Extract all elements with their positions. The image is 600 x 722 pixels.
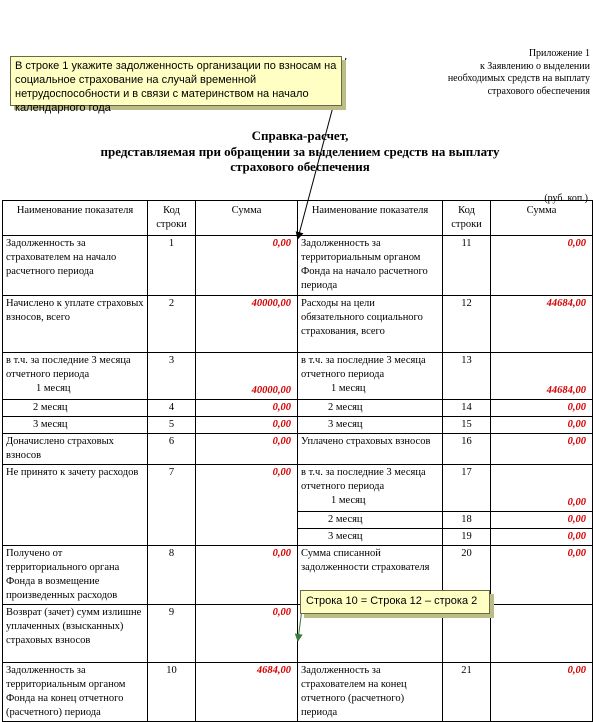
row11-code: 11 [443, 236, 491, 296]
row19-code: 19 [443, 529, 491, 546]
row10-sum: 4684,00 [196, 663, 298, 722]
row21-name: Задолженность за страхователем на конец отчетного (расчетного) периода [298, 663, 443, 722]
header-code-left: Код строки [148, 201, 196, 236]
row12-code: 12 [443, 296, 491, 353]
row13-label: в т.ч. за последние 3 месяца отчетного периода [301, 355, 426, 380]
row1-name: Задолженность за страхователем на начало расчетного периода [3, 236, 148, 296]
header-code-right: Код строки [443, 201, 491, 236]
row6-sum: 0,00 [196, 434, 298, 465]
row19-sum: 0,00 [491, 529, 593, 546]
appendix-line-3: необходимых средств на выплату [447, 73, 590, 84]
row4-sum: 0,00 [196, 400, 298, 417]
row19-name: 3 месяц [298, 529, 443, 546]
row14-sum: 0,00 [491, 400, 593, 417]
row7-code: 7 [148, 465, 196, 546]
row11-name: Задолженность за территориальным органом Фонда на начало расчетного периода [298, 236, 443, 296]
units-label: (руб. коп.) [544, 193, 588, 204]
appendix-line-2: к Заявлению о выделении [479, 60, 590, 72]
row17-sum: 0,00 [491, 465, 593, 512]
row2-name: Начислено к уплате страховых взносов, всего [3, 296, 148, 353]
appendix-line-1: Приложение 1 [528, 48, 590, 59]
row17-code: 17 [443, 465, 491, 512]
row17-sublabel: 1 месяц [331, 495, 366, 506]
row12-sum: 44684,00 [491, 296, 593, 353]
row18-code: 18 [443, 512, 491, 529]
row11-sum: 0,00 [491, 236, 593, 296]
header-sum-right: Сумма [491, 201, 593, 236]
row2-code: 2 [148, 296, 196, 353]
title-line-3: страхового обеспечения [230, 159, 370, 174]
header-name-left: Наименование показателя [3, 201, 148, 236]
row8-sum: 0,00 [196, 546, 298, 605]
row21-sum: 0,00 [491, 663, 593, 722]
row3-label: в т.ч. за последние 3 месяца отчетного периода [6, 355, 131, 380]
appendix-line-4: страхового обеспечения [487, 85, 590, 97]
row16-sum: 0,00 [491, 434, 593, 465]
row10-name: Задолженность за территориальным органом Фонда на конец отчетного (расчетного) периода [3, 663, 148, 722]
row13-sublabel: 1 месяц [331, 383, 366, 394]
row18-sum: 0,00 [491, 512, 593, 529]
title-line-1: Справка-расчет, [251, 128, 349, 143]
row7-sum: 0,00 [196, 465, 298, 546]
header-sum-left: Сумма [196, 201, 298, 236]
row17-label: в т.ч. за последние 3 месяца отчетного периода [301, 467, 426, 492]
callout-note-row10: Строка 10 = Строка 12 – строка 2 [300, 590, 490, 614]
row8-code: 8 [148, 546, 196, 605]
row14-name: 2 месяц [298, 400, 443, 417]
row7-name: Не принято к зачету расходов [3, 465, 148, 546]
row6-name: Доначислено страховых взносов [3, 434, 148, 465]
row15-name: 3 месяц [298, 417, 443, 434]
callout-note-row1: В строке 1 укажите задолженность организации по взносам на социальное страхование на случай временной нетрудоспособности и в связи с материнством на начало календарного года [10, 56, 342, 106]
row4-name: 2 месяц [3, 400, 148, 417]
row1-code: 1 [148, 236, 196, 296]
row5-name: 3 месяц [3, 417, 148, 434]
row6-code: 6 [148, 434, 196, 465]
title-line-2: представляемая при обращении за выделением средств на выплату [100, 143, 500, 159]
header-name-right: Наименование показателя [298, 201, 443, 236]
row15-code: 15 [443, 417, 491, 434]
row13-sum: 44684,00 [491, 353, 593, 400]
row16-code: 16 [443, 434, 491, 465]
row21-code: 21 [443, 663, 491, 722]
row16-name: Уплачено страховых взносов [298, 434, 443, 465]
row5-code: 5 [148, 417, 196, 434]
row13-code: 13 [443, 353, 491, 400]
row3-code: 3 [148, 353, 196, 400]
row14-code: 14 [443, 400, 491, 417]
row9-name: Возврат (зачет) сумм излишне уплаченных (взысканных) страховых взносов [3, 605, 148, 663]
row3-sum: 40000,00 [196, 353, 298, 400]
row18-name: 2 месяц [298, 512, 443, 529]
row15-sum: 0,00 [491, 417, 593, 434]
row5-sum: 0,00 [196, 417, 298, 434]
row20-sum: 0,00 [491, 546, 593, 605]
row2-sum: 40000,00 [196, 296, 298, 353]
row10-code: 10 [148, 663, 196, 722]
row12-name: Расходы на цели обязательного социального страхования, всего [298, 296, 443, 353]
row3-sublabel: 1 месяц [36, 383, 71, 394]
row20-code: 20 [443, 546, 491, 605]
row8-name: Получено от территориального органа Фонда в возмещение произведенных расходов [3, 546, 148, 605]
row1-sum: 0,00 [196, 236, 298, 296]
row9-sum: 0,00 [196, 605, 298, 663]
row20-name: Сумма списанной задолженности страхователя [298, 546, 443, 605]
row4-code: 4 [148, 400, 196, 417]
row9-code: 9 [148, 605, 196, 663]
